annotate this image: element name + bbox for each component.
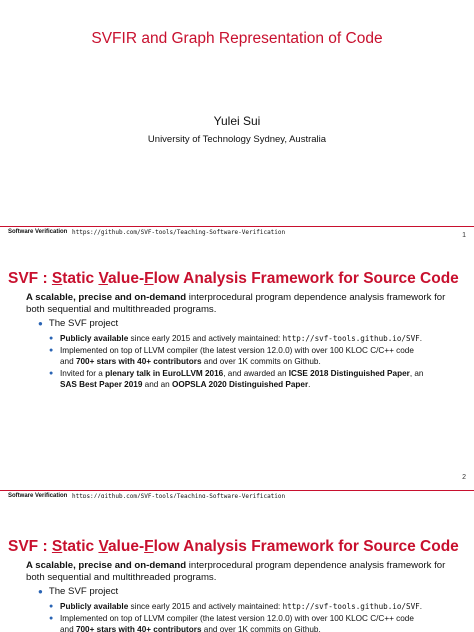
- item3-e: , an: [409, 369, 424, 378]
- footer-section: Software Verification: [8, 493, 68, 498]
- lead-paragraph: [26, 560, 456, 584]
- item2-bold: 700+ stars with 40+ contributors: [75, 624, 202, 632]
- item1-url[interactable]: http://svf-tools.github.io/SVF: [282, 334, 420, 343]
- slide-footer: [0, 226, 474, 240]
- footer-url[interactable]: https://github.com/SVF-tools/Teaching-Software-Verification: [72, 493, 286, 498]
- heading-tatic: tatic: [62, 270, 99, 287]
- item3-a: Invited for a: [60, 369, 106, 378]
- slide-3: [0, 504, 474, 632]
- heading-rest: low Analysis Framework for Source Code: [153, 538, 459, 555]
- sub-item-1: [49, 334, 460, 345]
- lead-text: interprocedural program dependence analysis framework for both sequential and multithreaded programs.: [26, 292, 446, 315]
- heading-f: F: [144, 270, 154, 287]
- slide-title: SVFIR and Graph Representation of Code: [91, 30, 383, 47]
- author-affiliation: University of Technology Sydney, Australia: [147, 134, 327, 145]
- heading-v: V: [98, 538, 108, 555]
- bullet-icon: ●: [38, 587, 43, 596]
- heading-rest: low Analysis Framework for Source Code: [153, 270, 459, 287]
- item3-b: plenary talk in EuroLLVM 2016: [105, 369, 224, 378]
- sub-item-2: [49, 614, 460, 632]
- item3-i: .: [308, 379, 311, 389]
- item3-c: , and awarded an: [223, 369, 289, 378]
- item2-line1: Implemented on top of LLVM compiler (the latest version 12.0.0) with over 100 KLOC C/C++ code: [60, 614, 414, 623]
- item2-rest: and over 1K commits on Github.: [201, 356, 321, 366]
- slide-2: [0, 252, 474, 498]
- page-number: 2: [462, 474, 466, 481]
- heading-f: F: [144, 538, 154, 555]
- heading-s: S: [51, 538, 63, 555]
- item1-text: since early 2015 and actively maintained:: [128, 334, 283, 343]
- heading-prefix: SVF :: [8, 270, 52, 287]
- footer-section: Software Verification: [8, 229, 68, 235]
- sub-bullet-icon: ●: [49, 615, 54, 622]
- sub-bullet-icon: ●: [49, 370, 54, 377]
- item2-and: and: [60, 356, 76, 366]
- sub-bullet-icon: ●: [49, 603, 54, 610]
- item1-end: .: [419, 602, 422, 611]
- item1-end: .: [419, 334, 422, 343]
- footer-rule: [0, 226, 474, 227]
- lead-text: interprocedural program dependence analysis framework for both sequential and multithreaded programs.: [26, 560, 446, 583]
- author-name: Yulei Sui: [213, 114, 261, 128]
- footer-rule: [0, 490, 474, 491]
- item3-d: ICSE 2018 Distinguished Paper: [288, 369, 410, 378]
- sub-item-1: [49, 602, 460, 613]
- item2-bold: 700+ stars with 40+ contributors: [75, 356, 202, 366]
- sub-item-2: [49, 346, 460, 367]
- lead-bold: A scalable, precise and on-demand: [26, 292, 187, 303]
- item2-and: and: [60, 624, 76, 632]
- item1-text: since early 2015 and actively maintained:: [128, 602, 283, 611]
- bullet-svf-project: [38, 586, 118, 597]
- item3-g: and an: [142, 379, 172, 389]
- bullet-svf-project: [38, 318, 118, 329]
- page-number: 1: [462, 232, 466, 239]
- heading-s: S: [51, 270, 63, 287]
- sub-bullet-icon: ●: [49, 335, 54, 342]
- bullet-label: The SVF project: [48, 318, 119, 329]
- bullet-label: The SVF project: [48, 586, 119, 597]
- slide-heading: [8, 270, 459, 288]
- heading-prefix: SVF :: [8, 538, 52, 555]
- item2-rest: and over 1K commits on Github.: [201, 624, 321, 632]
- item1-bold: Publicly available: [60, 602, 129, 611]
- heading-tatic: tatic: [62, 538, 99, 555]
- item2-line1: Implemented on top of LLVM compiler (the latest version 12.0.0) with over 100 KLOC C/C++ code: [60, 346, 414, 355]
- item1-url[interactable]: http://svf-tools.github.io/SVF: [282, 602, 420, 611]
- slide-footer: [0, 490, 474, 498]
- slide-1: [0, 0, 474, 246]
- heading-alue: alue-: [107, 270, 145, 287]
- slide-heading: [8, 538, 459, 556]
- sub-bullet-icon: ●: [49, 347, 54, 354]
- lead-bold: A scalable, precise and on-demand: [26, 560, 187, 571]
- bullet-icon: ●: [38, 319, 43, 328]
- item3-h: OOPSLA 2020 Distinguished Paper: [171, 379, 309, 389]
- heading-v: V: [98, 270, 108, 287]
- sub-item-3: [49, 369, 460, 390]
- item3-f: SAS Best Paper 2019: [60, 379, 143, 389]
- item1-bold: Publicly available: [60, 334, 129, 343]
- lead-paragraph: [26, 292, 456, 316]
- heading-alue: alue-: [107, 538, 145, 555]
- footer-url[interactable]: https://github.com/SVF-tools/Teaching-Software-Verification: [72, 229, 286, 236]
